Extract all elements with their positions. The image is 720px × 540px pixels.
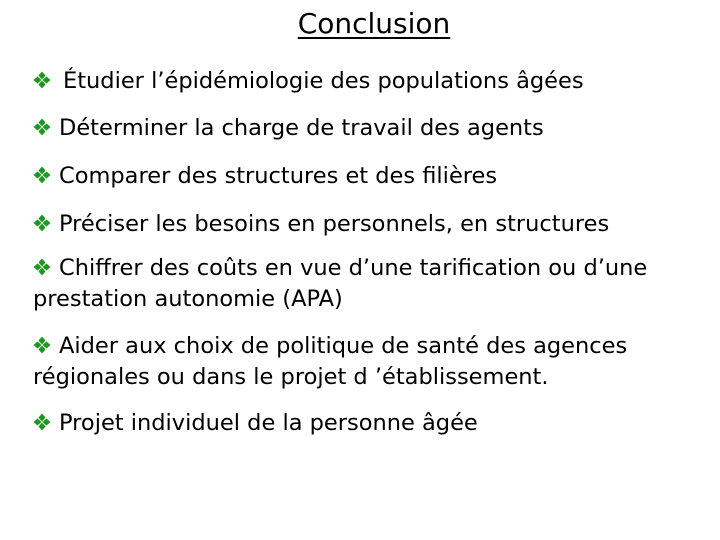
list-item bbox=[33, 408, 717, 439]
list-item bbox=[33, 66, 717, 97]
bullet-text: Chiffrer des coûts en vue d’une tarification ou d’une prestation autonomie (APA) bbox=[33, 255, 648, 312]
bullet-text: Étudier l’épidémiologie des populations âgées bbox=[63, 68, 584, 94]
list-item bbox=[33, 209, 717, 240]
list-item bbox=[33, 253, 717, 315]
list-item bbox=[33, 113, 717, 144]
list-item bbox=[33, 331, 717, 393]
bullet-text: Préciser les besoins en personnels, en structures bbox=[59, 211, 610, 237]
diamond-bullet-icon bbox=[33, 71, 51, 89]
diamond-bullet-icon bbox=[33, 118, 51, 136]
diamond-bullet-icon bbox=[33, 166, 51, 184]
diamond-bullet-icon bbox=[33, 258, 51, 276]
diamond-bullet-icon bbox=[33, 336, 51, 354]
bullet-text: Déterminer la charge de travail des agents bbox=[59, 115, 544, 141]
slide-title: Conclusion bbox=[297, 7, 451, 40]
bullet-text: Comparer des structures et des filières bbox=[59, 163, 498, 189]
diamond-bullet-icon bbox=[33, 413, 51, 431]
list-item bbox=[33, 161, 717, 192]
bullet-text: Aider aux choix de politique de santé des agences régionales ou dans le projet d ’établissement. bbox=[33, 333, 628, 390]
bullet-text: Projet individuel de la personne âgée bbox=[59, 410, 478, 436]
bullet-list bbox=[33, 66, 717, 456]
diamond-bullet-icon bbox=[33, 214, 51, 232]
